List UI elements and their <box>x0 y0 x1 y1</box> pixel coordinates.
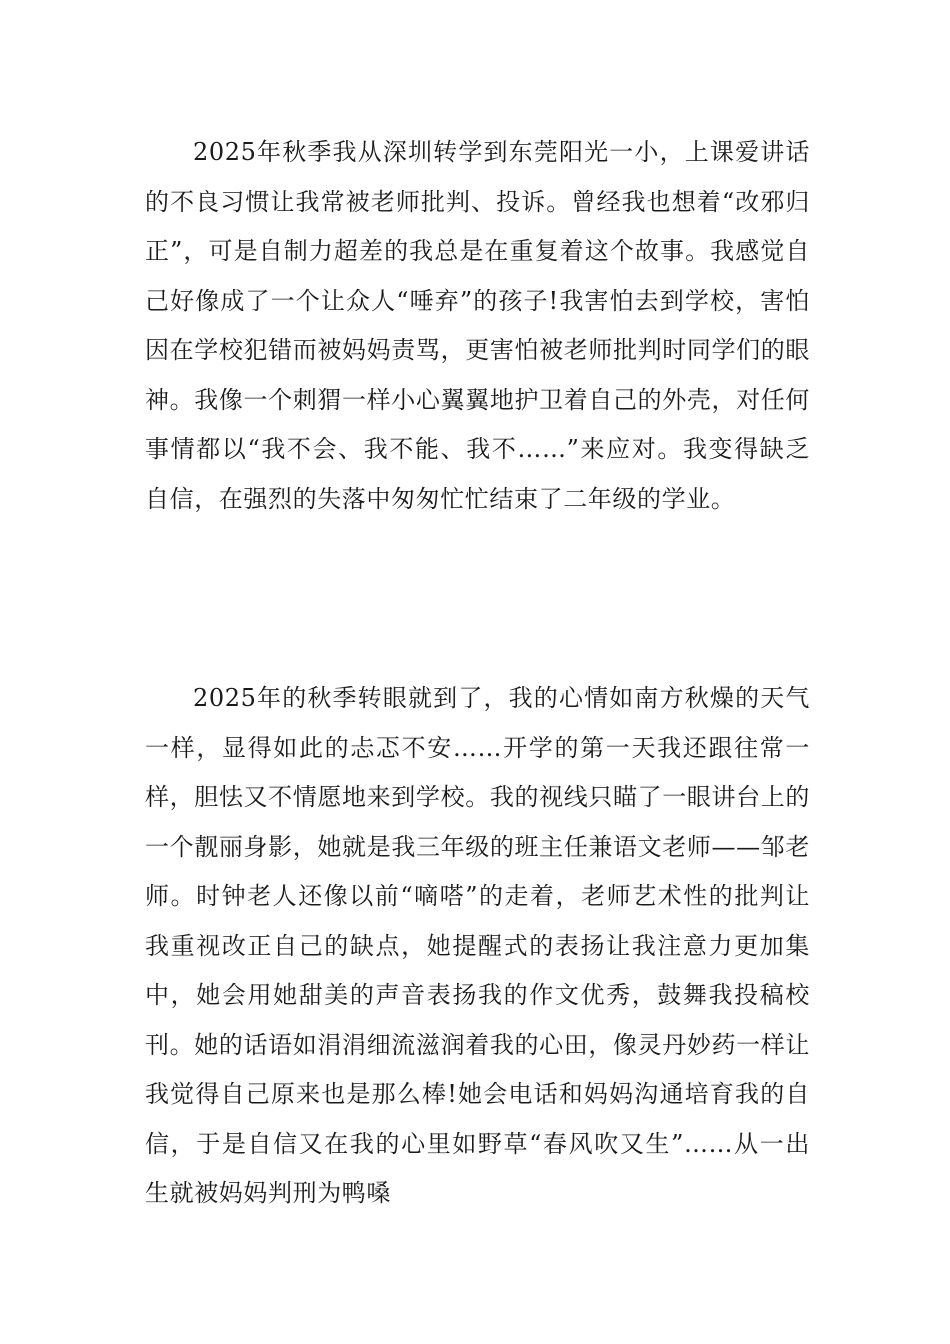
paragraph-1: 2025年秋季我从深圳转学到东莞阳光一小，上课爱讲话的不良习惯让我常被老师批判、投诉。曾经我也想着“改邪归正”，可是自制力超差的我总是在重复着这个故事。我感觉自己好像成了一个让众人“唾弃”的孩子!我害怕去到学校，害怕因在学校犯错而被妈妈责骂，更害怕被老师批判时同学们的眼神。我像一个刺猬一样小心翼翼地护卫着自己的外壳，对任何事情都以“我不会、我不能、我不……”来应对。我变得缺乏自信，在强烈的失落中匆匆忙忙结束了二年级的学业。 <box>145 138 810 513</box>
paragraph-2: 2025年的秋季转眼就到了，我的心情如南方秋燥的天气一样，显得如此的忐忑不安……开学的第一天我还跟往常一样，胆怯又不情愿地来到学校。我的视线只瞄了一眼讲台上的一个靓丽身影，她就是我三年级的班主任兼语文老师——邹老师。时钟老人还像以前“嘀嗒”的走着，老师艺术性的批判让我重视改正自己的缺点，她提醒式的表扬让我注意力更加集中，她会用她甜美的声音表扬我的作文优秀，鼓舞我投稿校刊。她的话语如涓涓细流滋润着我的心田，像灵丹妙药一样让我觉得自己原来也是那么棒!她会电话和妈妈沟通培育我的自信，于是自信又在我的心里如野草“春风吹又生”……从一出生就被妈妈判刑为鸭嗓 <box>145 684 810 1207</box>
